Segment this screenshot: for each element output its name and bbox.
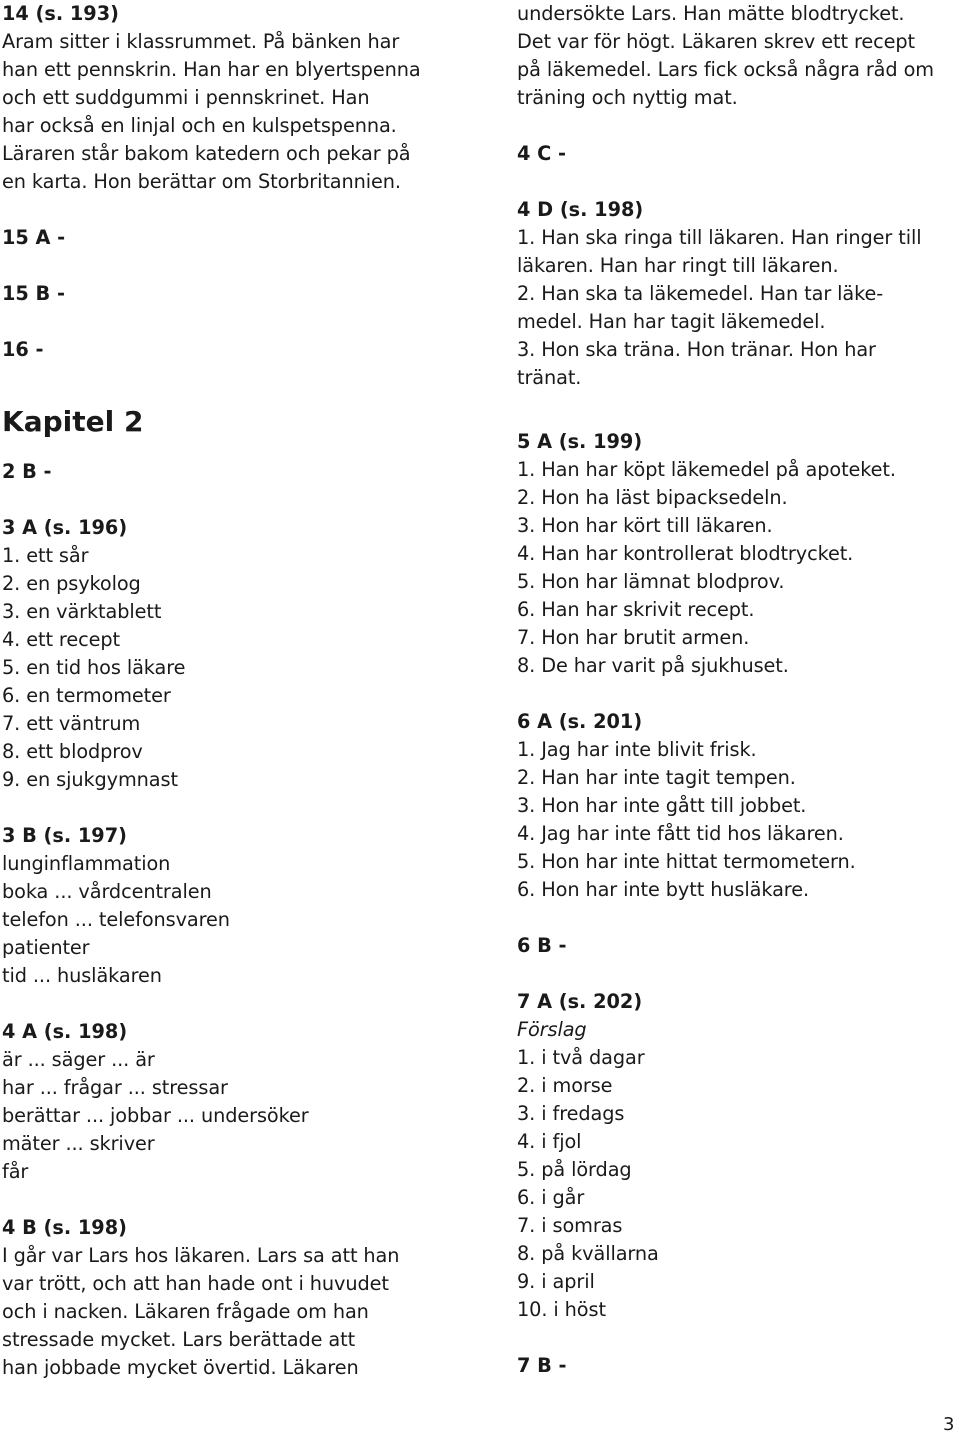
text-line: och ett suddgummi i pennskrinet. Han [2, 86, 370, 109]
list-item: 7. i somras [517, 1214, 623, 1237]
exercise-7b-heading: 7 B - [517, 1354, 567, 1377]
exercise-4a-list [2, 1046, 472, 1186]
list-item: 9. en sjukgymnast [2, 768, 178, 791]
right-column [517, 0, 957, 1380]
list-item: 3. Hon har kört till läkaren. [517, 514, 773, 537]
chapter-title: Kapitel 2 [2, 405, 144, 438]
list-item: 10. i höst [517, 1298, 606, 1321]
exercise-4c-heading: 4 C - [517, 142, 566, 165]
left-column [2, 0, 472, 1382]
list-item: 9. i april [517, 1270, 595, 1293]
list-item: 4. i fjol [517, 1130, 582, 1153]
exercise-7a-list [517, 1044, 957, 1324]
exercise-4b-heading: 4 B (s. 198) [2, 1216, 127, 1239]
exercise-5a-heading: 5 A (s. 199) [517, 430, 643, 453]
list-item: mäter ... skriver [2, 1132, 155, 1155]
exercise-4d-heading: 4 D (s. 198) [517, 198, 644, 221]
text-line: var trött, och att han hade ont i huvudet [2, 1272, 389, 1295]
list-item: 1. ett sår [2, 544, 89, 567]
exercise-3b-list [2, 850, 472, 990]
page-number: 3 [943, 1414, 955, 1435]
exercise-4b-continued [517, 0, 957, 112]
list-item: 7. Hon har brutit armen. [517, 626, 750, 649]
list-item: 7. ett väntrum [2, 712, 141, 735]
list-item: får [2, 1160, 29, 1183]
list-item: 2. i morse [517, 1074, 613, 1097]
list-item: 6. en termometer [2, 684, 171, 707]
list-item: läkaren. Han har ringt till läkaren. [517, 254, 839, 277]
list-item: 4. Jag har inte fått tid hos läkaren. [517, 822, 844, 845]
text-line: I går var Lars hos läkaren. Lars sa att han [2, 1244, 400, 1267]
list-item: 5. en tid hos läkare [2, 656, 186, 679]
list-item: 3. Hon har inte gått till jobbet. [517, 794, 807, 817]
exercise-15a-heading: 15 A - [2, 226, 66, 249]
exercise-3b-heading: 3 B (s. 197) [2, 824, 127, 847]
exercise-7a-heading: 7 A (s. 202) [517, 990, 643, 1013]
list-item: 8. ett blodprov [2, 740, 143, 763]
text-line: Aram sitter i klassrummet. På bänken har [2, 30, 400, 53]
list-item: 4. Han har kontrollerat blodtrycket. [517, 542, 854, 565]
list-item: berättar ... jobbar ... undersöker [2, 1104, 309, 1127]
text-line: han ett pennskrin. Han har en blyertspenna [2, 58, 421, 81]
text-line: undersökte Lars. Han mätte blodtrycket. [517, 2, 905, 25]
list-item: tränat. [517, 366, 582, 389]
list-item: har ... frågar ... stressar [2, 1076, 228, 1099]
list-item: 2. Hon ha läst bipacksedeln. [517, 486, 788, 509]
text-line: och i nacken. Läkaren frågade om han [2, 1300, 369, 1323]
exercise-3a-heading: 3 A (s. 196) [2, 516, 128, 539]
list-item: 2. Han ska ta läkemedel. Han tar läke- [517, 282, 884, 305]
text-line: har också en linjal och en kulspetspenna. [2, 114, 397, 137]
suggestion-label: Förslag [517, 1018, 587, 1041]
list-item: patienter [2, 936, 90, 959]
list-item: 3. i fredags [517, 1102, 625, 1125]
exercise-6a-list [517, 736, 957, 904]
exercise-14-text [2, 28, 472, 196]
exercise-4b-text [2, 1242, 472, 1382]
list-item: 2. en psykolog [2, 572, 141, 595]
text-line: träning och nyttig mat. [517, 86, 738, 109]
exercise-3a-list [2, 542, 472, 794]
list-item: medel. Han har tagit läkemedel. [517, 310, 826, 333]
text-line: på läkemedel. Lars fick också några råd om [517, 58, 934, 81]
exercise-14-heading: 14 (s. 193) [2, 2, 119, 25]
exercise-15b-heading: 15 B - [2, 282, 65, 305]
exercise-5a-list [517, 456, 957, 680]
list-item: 2. Han har inte tagit tempen. [517, 766, 796, 789]
exercise-2b-heading: 2 B - [2, 460, 52, 483]
exercise-4a-heading: 4 A (s. 198) [2, 1020, 128, 1043]
exercise-4d-list [517, 224, 957, 392]
list-item: boka ... vårdcentralen [2, 880, 212, 903]
list-item: 5. Hon har lämnat blodprov. [517, 570, 785, 593]
list-item: 8. på kvällarna [517, 1242, 659, 1265]
text-line: Läraren står bakom katedern och pekar på [2, 142, 411, 165]
list-item: 3. Hon ska träna. Hon tränar. Hon har [517, 338, 876, 361]
list-item: 6. Hon har inte bytt husläkare. [517, 878, 809, 901]
list-item: 1. i två dagar [517, 1046, 645, 1069]
list-item: 5. Hon har inte hittat termometern. [517, 850, 856, 873]
text-line: stressade mycket. Lars berättade att [2, 1328, 356, 1351]
exercise-16-heading: 16 - [2, 338, 44, 361]
text-line: Det var för högt. Läkaren skrev ett recept [517, 30, 915, 53]
list-item: är ... säger ... är [2, 1048, 155, 1071]
list-item: 8. De har varit på sjukhuset. [517, 654, 789, 677]
list-item: tid ... husläkaren [2, 964, 162, 987]
list-item: 3. en värktablett [2, 600, 162, 623]
list-item: telefon ... telefonsvaren [2, 908, 230, 931]
list-item: lunginflammation [2, 852, 171, 875]
list-item: 5. på lördag [517, 1158, 632, 1181]
list-item: 1. Han ska ringa till läkaren. Han ringer till [517, 226, 922, 249]
text-line: han jobbade mycket övertid. Läkaren [2, 1356, 359, 1379]
list-item: 6. i går [517, 1186, 585, 1209]
list-item: 4. ett recept [2, 628, 120, 651]
list-item: 6. Han har skrivit recept. [517, 598, 755, 621]
exercise-6a-heading: 6 A (s. 201) [517, 710, 643, 733]
exercise-6b-heading: 6 B - [517, 934, 567, 957]
list-item: 1. Han har köpt läkemedel på apoteket. [517, 458, 896, 481]
text-line: en karta. Hon berättar om Storbritannien. [2, 170, 401, 193]
list-item: 1. Jag har inte blivit frisk. [517, 738, 757, 761]
